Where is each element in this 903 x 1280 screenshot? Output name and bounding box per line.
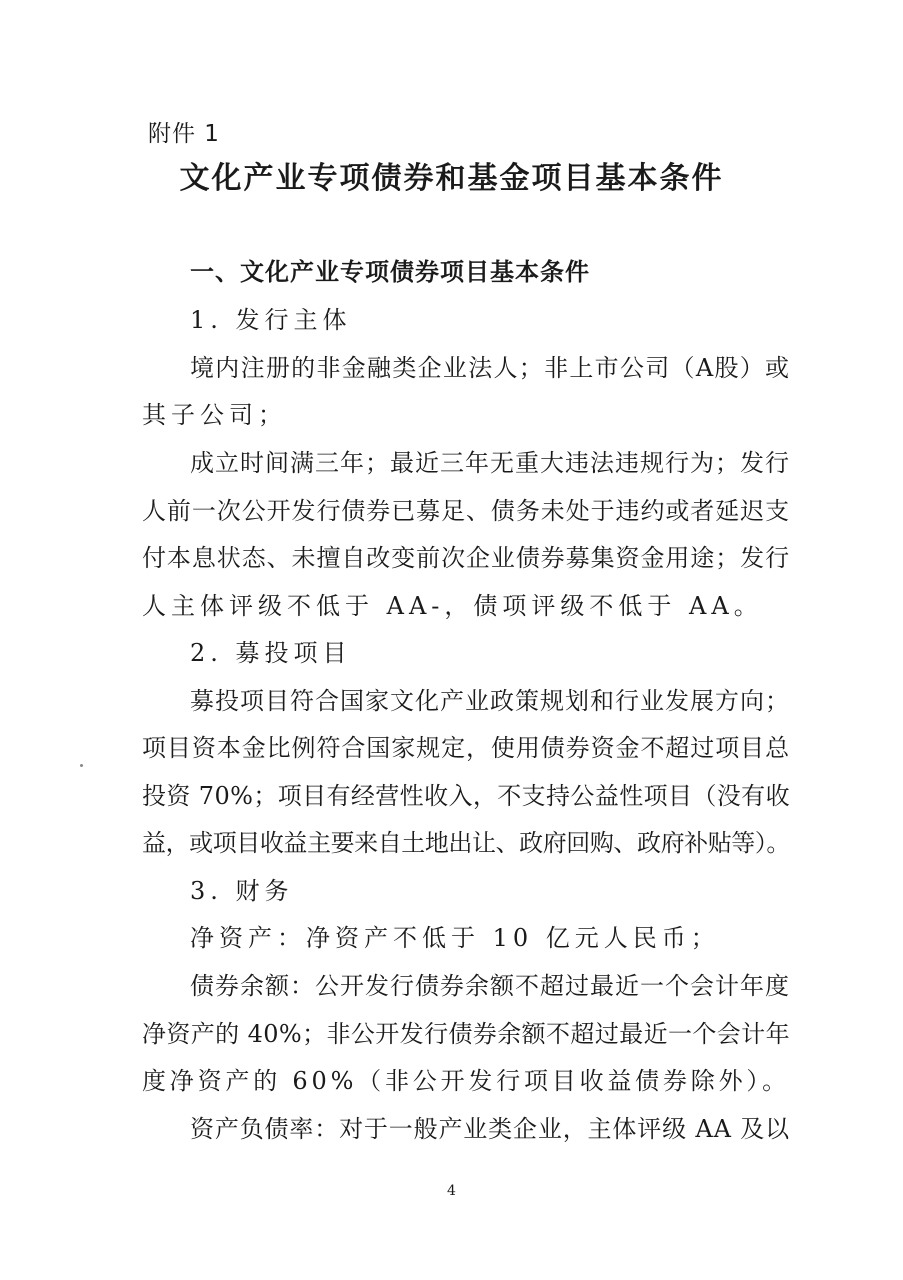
document-title: 文化产业专项债券和基金项目基本条件: [179, 161, 724, 196]
attachment-label: 附件 1: [148, 121, 220, 147]
paragraph-line: 益，或项目收益主要来自土地出让、政府回购、政府补贴等）。: [142, 829, 790, 857]
paragraph-line: 净资产的 40%；非公开发行债券余额不超过最近一个会计年: [142, 1020, 790, 1048]
paragraph-line: 债券余额：公开发行债券余额不超过最近一个会计年度: [190, 972, 790, 1000]
paragraph-line: 人前一次公开发行债券已募足、债务未处于违约或者延迟支: [142, 497, 790, 525]
paragraph-line: 项目资本金比例符合国家规定，使用债券资金不超过项目总: [142, 734, 790, 762]
paragraph-line: 付本息状态、未擅自改变前次企业债券募集资金用途；发行: [142, 544, 790, 572]
paragraph-line: 净资产：净资产不低于 10 亿元人民币；: [190, 924, 720, 952]
paragraph-line: 募投项目符合国家文化产业政策规划和行业发展方向；: [190, 687, 790, 715]
paragraph-line: 成立时间满三年；最近三年无重大违法违规行为；发行: [190, 449, 790, 477]
paragraph-line: 人主体评级不低于 AA-，债项评级不低于 AA。: [142, 592, 763, 620]
paragraph-line: 境内注册的非金融类企业法人；非上市公司（A股）或: [190, 354, 791, 382]
paragraph-line: 其子公司；: [142, 401, 287, 429]
scan-speck: [80, 764, 83, 767]
subheading-finance: 3. 财务: [190, 877, 294, 905]
paragraph-line: 资产负债率：对于一般产业类企业，主体评级 AA 及以: [190, 1115, 790, 1143]
subheading-issuer: 1. 发行主体: [190, 306, 352, 334]
subheading-projects: 2. 募投项目: [190, 639, 352, 667]
section-heading: 一、文化产业专项债券项目基本条件: [190, 258, 590, 286]
page-number: 4: [447, 1183, 456, 1199]
paragraph-line: 投资 70%；项目有经营性收入，不支持公益性项目（没有收: [142, 782, 790, 810]
paragraph-line: 度净资产的 60%（非公开发行项目收益债券除外）。: [142, 1067, 790, 1095]
